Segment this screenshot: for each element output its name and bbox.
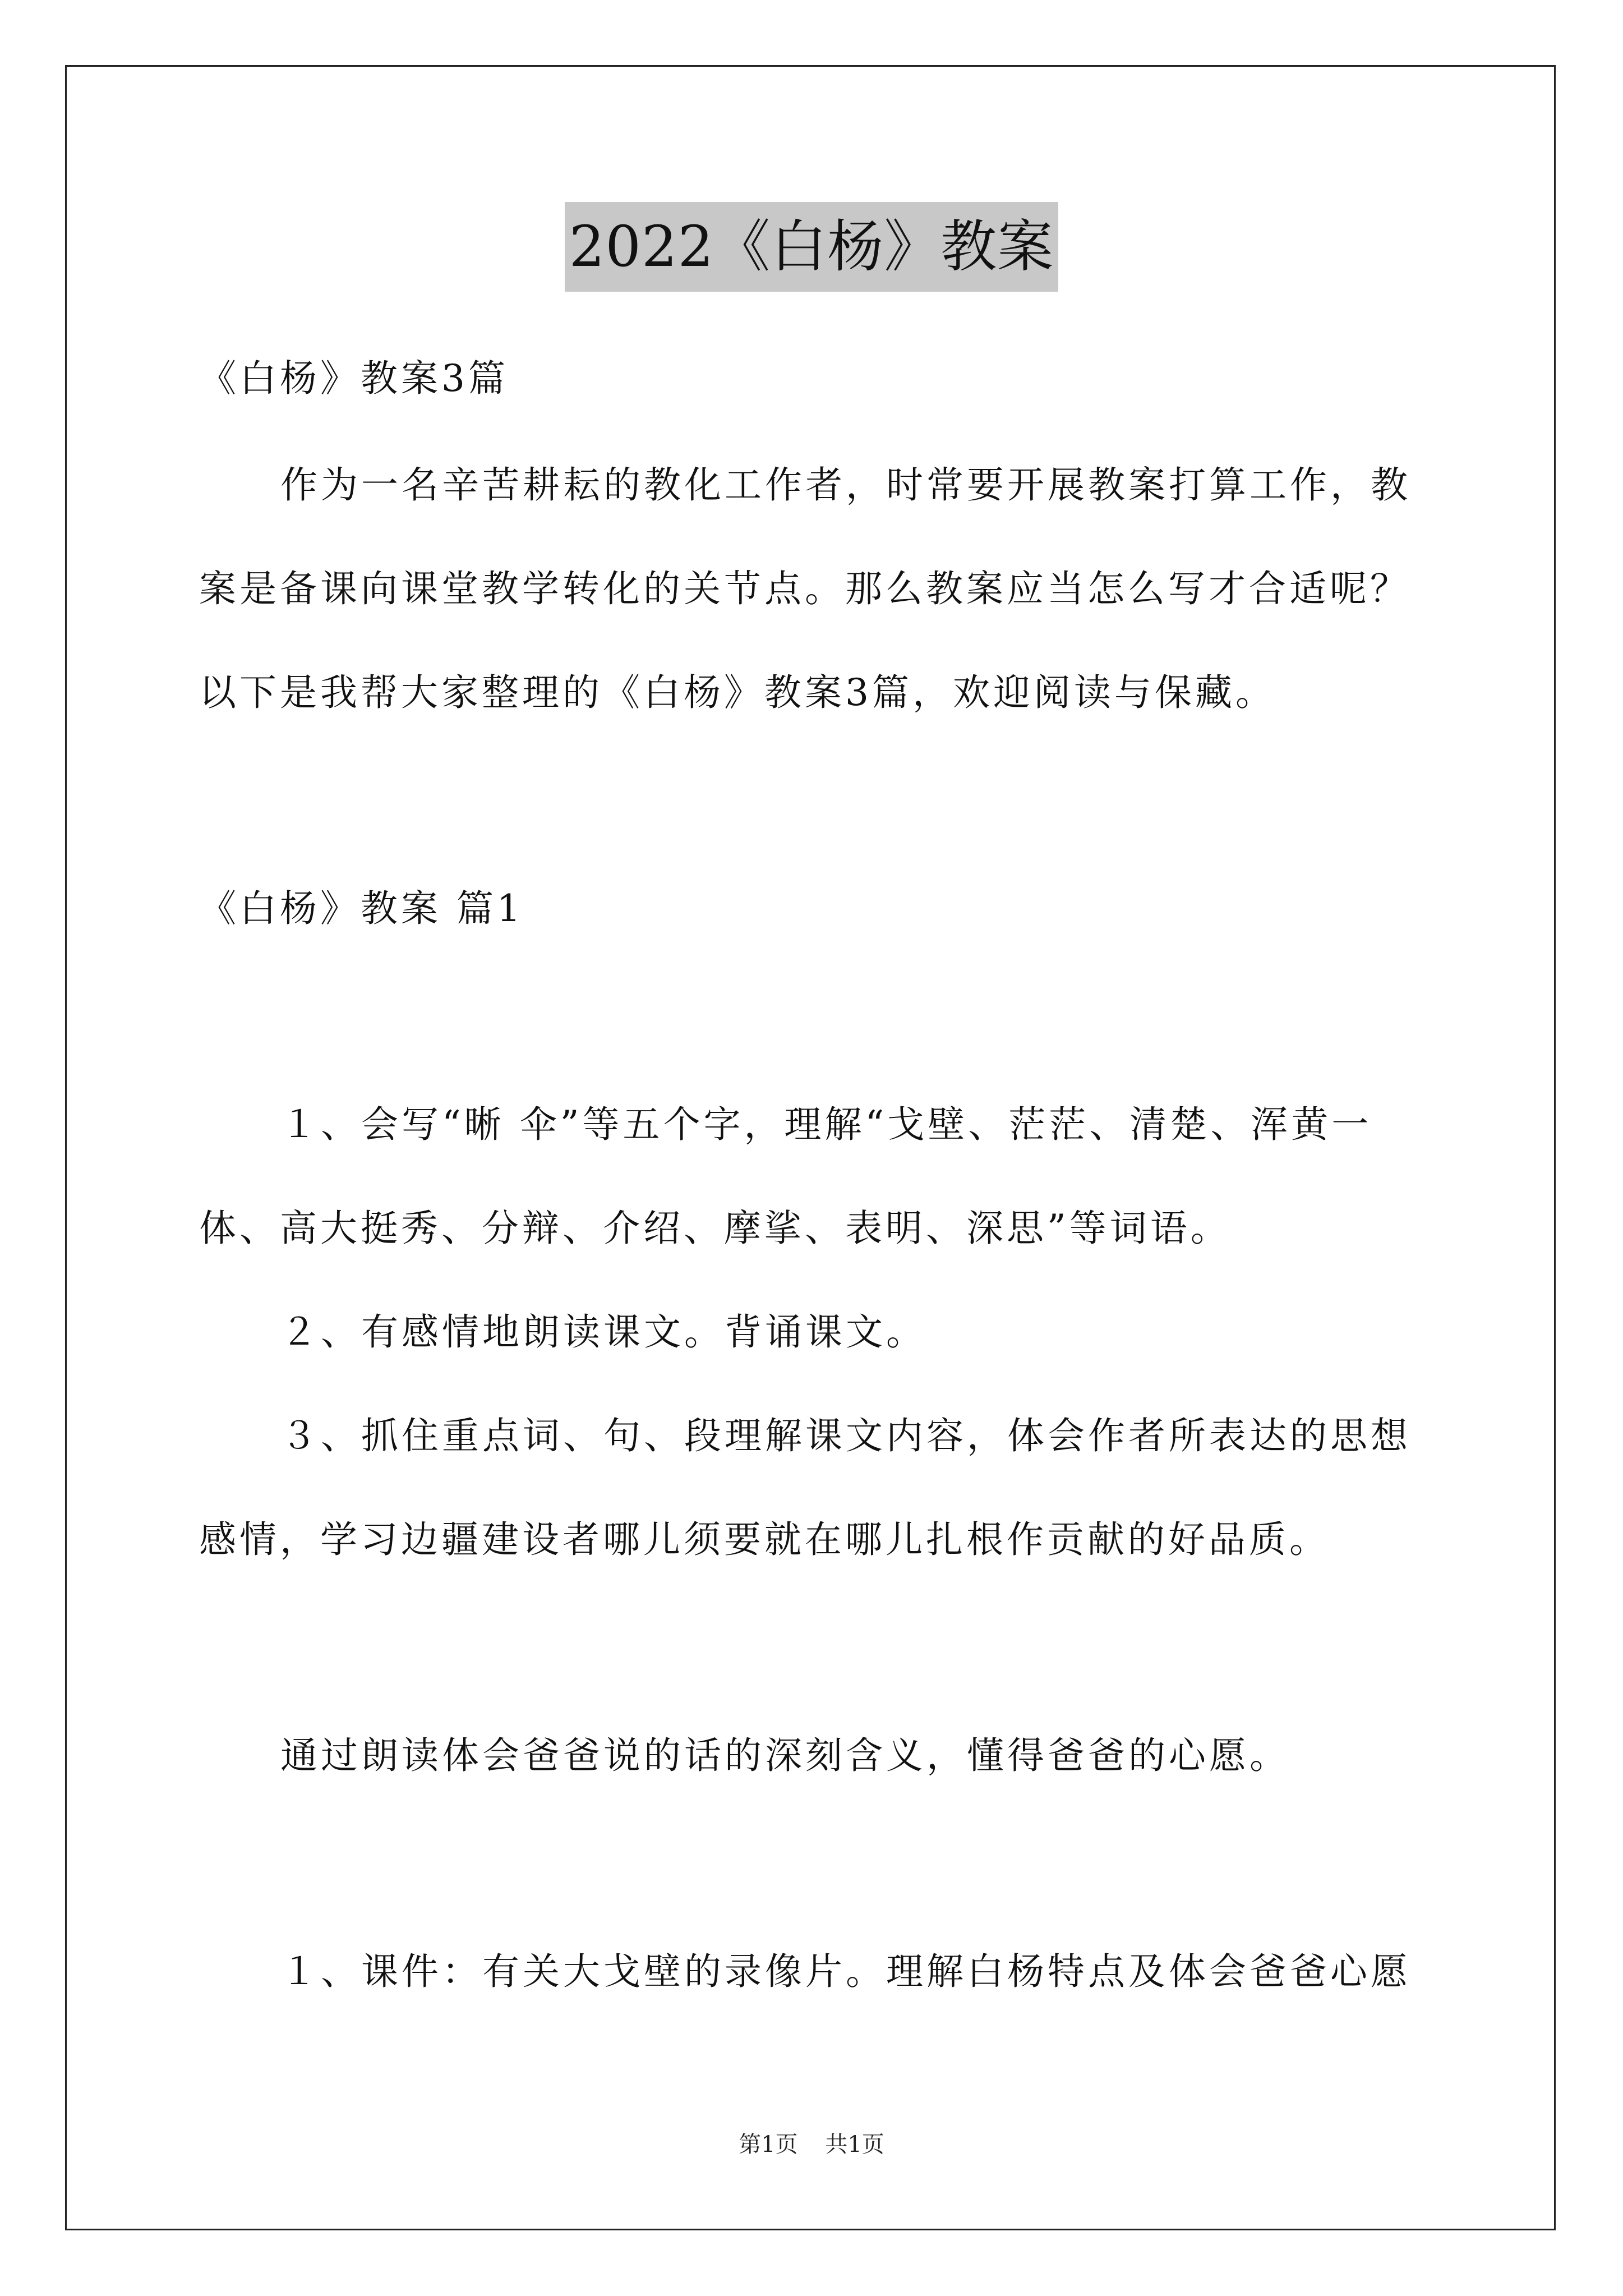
page-total: 共1页 [825, 2132, 884, 2157]
objective-1-line-1: １、会写“晰 伞”等五个字，理解“戈壁、茫茫、清楚、浑黄一 [280, 1103, 1372, 1146]
objective-3-line-2: 感情，学习边疆建设者哪儿须要就在哪儿扎根作贡献的好品质。 [199, 1518, 1330, 1561]
document-subtitle: 《白杨》教案3篇 [199, 357, 509, 400]
document-title: 2022《白杨》教案 [565, 202, 1059, 292]
page-footer [0, 2129, 1623, 2160]
intro-line-1: 作为一名辛苦耕耘的教化工作者，时常要开展教案打算工作，教 [280, 463, 1411, 507]
title-container [0, 202, 1623, 292]
objective-2: ２、有感情地朗读课文。背诵课文。 [280, 1310, 926, 1354]
key-point: 通过朗读体会爸爸说的话的深刻含义，懂得爸爸的心愿。 [280, 1734, 1290, 1777]
objective-1-line-2: 体、高大挺秀、分辩、介绍、摩挲、表明、深思”等词语。 [199, 1207, 1231, 1250]
intro-line-2: 案是备课向课堂教学转化的关节点。那么教案应当怎么写才合适呢？ [199, 567, 1410, 610]
preparation-item: １、课件：有关大戈壁的录像片。理解白杨特点及体会爸爸心愿 [280, 1950, 1411, 1993]
page-current: 第1页 [739, 2132, 798, 2157]
objective-3-line-1: ３、抓住重点词、句、段理解课文内容，体会作者所表达的思想 [280, 1414, 1411, 1457]
intro-line-3: 以下是我帮大家整理的《白杨》教案3篇，欢迎阅读与保藏。 [199, 671, 1276, 714]
section-heading: 《白杨》教案 篇1 [199, 887, 524, 930]
